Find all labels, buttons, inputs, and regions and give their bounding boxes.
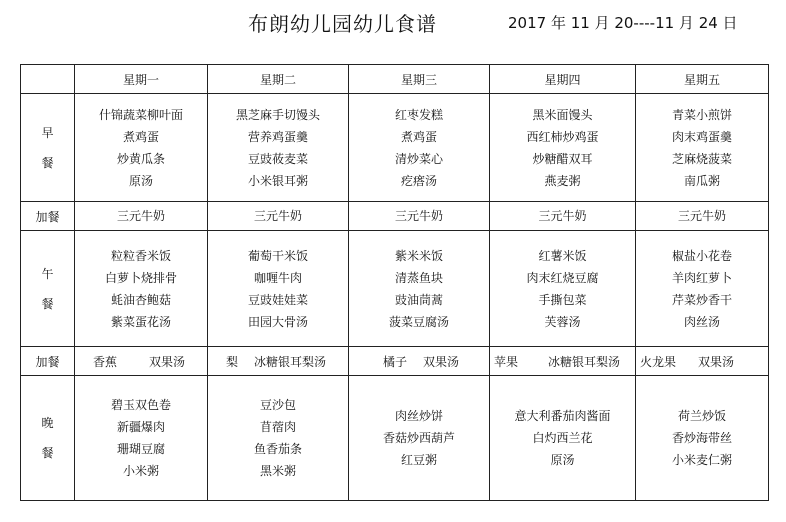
dish: 肉末鸡蛋羹 <box>671 129 732 144</box>
menu-cell <box>349 347 490 376</box>
snack-label: 加餐 <box>21 202 75 231</box>
dish: 肉丝炒饼 <box>394 409 443 423</box>
dish: 肉末红烧豆腐 <box>526 270 599 285</box>
menu-cell <box>490 202 636 231</box>
dish: 芙蓉汤 <box>544 314 581 329</box>
menu-cell <box>208 202 349 231</box>
dish: 苜蓿肉 <box>259 420 296 434</box>
menu-table <box>20 64 769 501</box>
dish: 三元牛奶 <box>677 209 726 223</box>
menu-cell <box>208 376 349 501</box>
dinner-row <box>21 376 769 501</box>
dish: 煮鸡蛋 <box>122 129 159 144</box>
date-range: 2017 年 11 月 20----11 月 24 日 <box>508 14 738 32</box>
fruit: 橘子 <box>383 354 408 369</box>
lunch-label <box>21 231 75 347</box>
menu-cell <box>75 376 208 501</box>
dish: 菠菜豆腐汤 <box>388 314 449 329</box>
day-header: 星期一 <box>75 65 208 94</box>
menu-cell <box>75 347 208 376</box>
corner-cell <box>21 65 75 94</box>
dish: 煮鸡蛋 <box>400 129 437 144</box>
menu-cell <box>636 347 769 376</box>
breakfast-label <box>21 94 75 202</box>
dish: 什锦蔬菜柳叶面 <box>98 107 183 122</box>
dish: 原汤 <box>128 173 153 188</box>
dish: 黑米面馒头 <box>532 107 593 122</box>
dish: 小米粥 <box>122 464 159 478</box>
dish: 三元牛奶 <box>538 209 587 223</box>
fruit: 火龙果 <box>640 354 677 369</box>
breakfast-row <box>21 94 769 202</box>
dish: 南瓜粥 <box>683 173 720 188</box>
morning-snack-row <box>21 202 769 231</box>
dish: 手撕包菜 <box>538 292 587 307</box>
dish: 红枣发糕 <box>394 107 443 122</box>
menu-cell <box>349 94 490 202</box>
dish: 红豆粥 <box>400 453 437 467</box>
dish: 炒糖醋双耳 <box>532 151 593 166</box>
dish: 蚝油杏鲍菇 <box>110 292 171 307</box>
menu-cell <box>490 231 636 347</box>
label-char: 餐 <box>41 296 54 311</box>
dish: 白萝卜烧排骨 <box>104 270 177 285</box>
dish: 珊瑚豆腐 <box>116 442 165 456</box>
soup: 冰糖银耳梨汤 <box>548 354 621 369</box>
day-header: 星期三 <box>349 65 490 94</box>
dish: 豆沙包 <box>259 398 296 412</box>
snack-label: 加餐 <box>21 347 75 376</box>
menu-cell <box>490 94 636 202</box>
dinner-label <box>21 376 75 501</box>
label-char: 午 <box>41 266 54 281</box>
soup: 冰糖银耳梨汤 <box>254 354 327 369</box>
fruit: 苹果 <box>494 354 519 369</box>
dish: 小米麦仁粥 <box>671 453 732 467</box>
day-header: 星期二 <box>208 65 349 94</box>
dish: 小米银耳粥 <box>247 173 308 188</box>
menu-cell <box>636 94 769 202</box>
menu-cell <box>75 94 208 202</box>
dish: 燕麦粥 <box>544 173 581 188</box>
dish: 红薯米饭 <box>538 248 587 263</box>
dish: 葡萄干米饭 <box>247 248 308 263</box>
dish: 羊肉红萝卜 <box>671 270 732 285</box>
menu-cell <box>490 347 636 376</box>
dish: 椒盐小花卷 <box>671 248 732 263</box>
dish: 豆豉娃娃菜 <box>247 292 308 307</box>
menu-cell <box>349 231 490 347</box>
label-char: 餐 <box>41 155 54 170</box>
dish: 田园大骨汤 <box>247 314 308 329</box>
menu-cell <box>75 231 208 347</box>
dish: 黑米粥 <box>259 464 296 478</box>
label-char: 早 <box>41 125 54 140</box>
dish: 原汤 <box>550 453 575 467</box>
soup: 双果汤 <box>423 354 460 369</box>
header-row <box>21 65 769 94</box>
dish: 炒黄瓜条 <box>116 151 165 166</box>
dish: 肉丝汤 <box>683 314 720 329</box>
dish: 香炒海带丝 <box>671 431 732 445</box>
day-header: 星期四 <box>490 65 636 94</box>
menu-cell <box>208 231 349 347</box>
dish: 黑芝麻手切馒头 <box>235 107 320 122</box>
menu-cell <box>636 376 769 501</box>
dish: 西红柿炒鸡蛋 <box>526 129 599 144</box>
label-char: 晚 <box>41 416 54 430</box>
soup: 双果汤 <box>698 354 735 369</box>
lunch-row <box>21 231 769 347</box>
dish: 清炒菜心 <box>394 151 443 166</box>
menu-cell <box>636 202 769 231</box>
dish: 意大利番茄肉酱面 <box>514 409 611 423</box>
menu-cell <box>75 202 208 231</box>
dish: 三元牛奶 <box>253 209 302 223</box>
afternoon-snack-row <box>21 347 769 376</box>
menu-cell <box>208 94 349 202</box>
dish: 营养鸡蛋羹 <box>247 129 308 144</box>
dish: 咖喱牛肉 <box>253 270 302 285</box>
page-title: 布朗幼儿园幼儿食谱 <box>248 12 437 36</box>
dish: 豆豉莜麦菜 <box>247 151 308 166</box>
dish: 紫米米饭 <box>394 248 443 263</box>
dish: 碧玉双色卷 <box>110 398 171 412</box>
dish: 三元牛奶 <box>394 209 443 223</box>
dish: 三元牛奶 <box>116 209 165 223</box>
dish: 紫菜蛋花汤 <box>110 314 171 329</box>
menu-cell <box>349 202 490 231</box>
dish: 青菜小煎饼 <box>671 107 732 122</box>
day-header: 星期五 <box>636 65 769 94</box>
dish: 豉油茼蒿 <box>394 292 443 307</box>
label-char: 餐 <box>41 446 54 460</box>
dish: 粒粒香米饭 <box>110 248 171 263</box>
menu-cell <box>490 376 636 501</box>
menu-cell <box>636 231 769 347</box>
fruit: 香蕉 <box>93 354 118 369</box>
dish: 芝麻烧菠菜 <box>671 151 732 166</box>
dish: 新疆爆肉 <box>116 420 165 434</box>
dish: 疙瘩汤 <box>400 173 437 188</box>
fruit: 梨 <box>226 354 239 369</box>
dish: 香菇炒西葫芦 <box>382 431 455 445</box>
dish: 白灼西兰花 <box>532 431 593 445</box>
dish: 荷兰炒饭 <box>677 409 726 423</box>
menu-cell <box>208 347 349 376</box>
soup: 双果汤 <box>149 354 186 369</box>
dish: 清蒸鱼块 <box>394 270 443 285</box>
menu-cell <box>349 376 490 501</box>
dish: 芹菜炒香干 <box>671 292 732 307</box>
dish: 鱼香茄条 <box>253 442 302 456</box>
